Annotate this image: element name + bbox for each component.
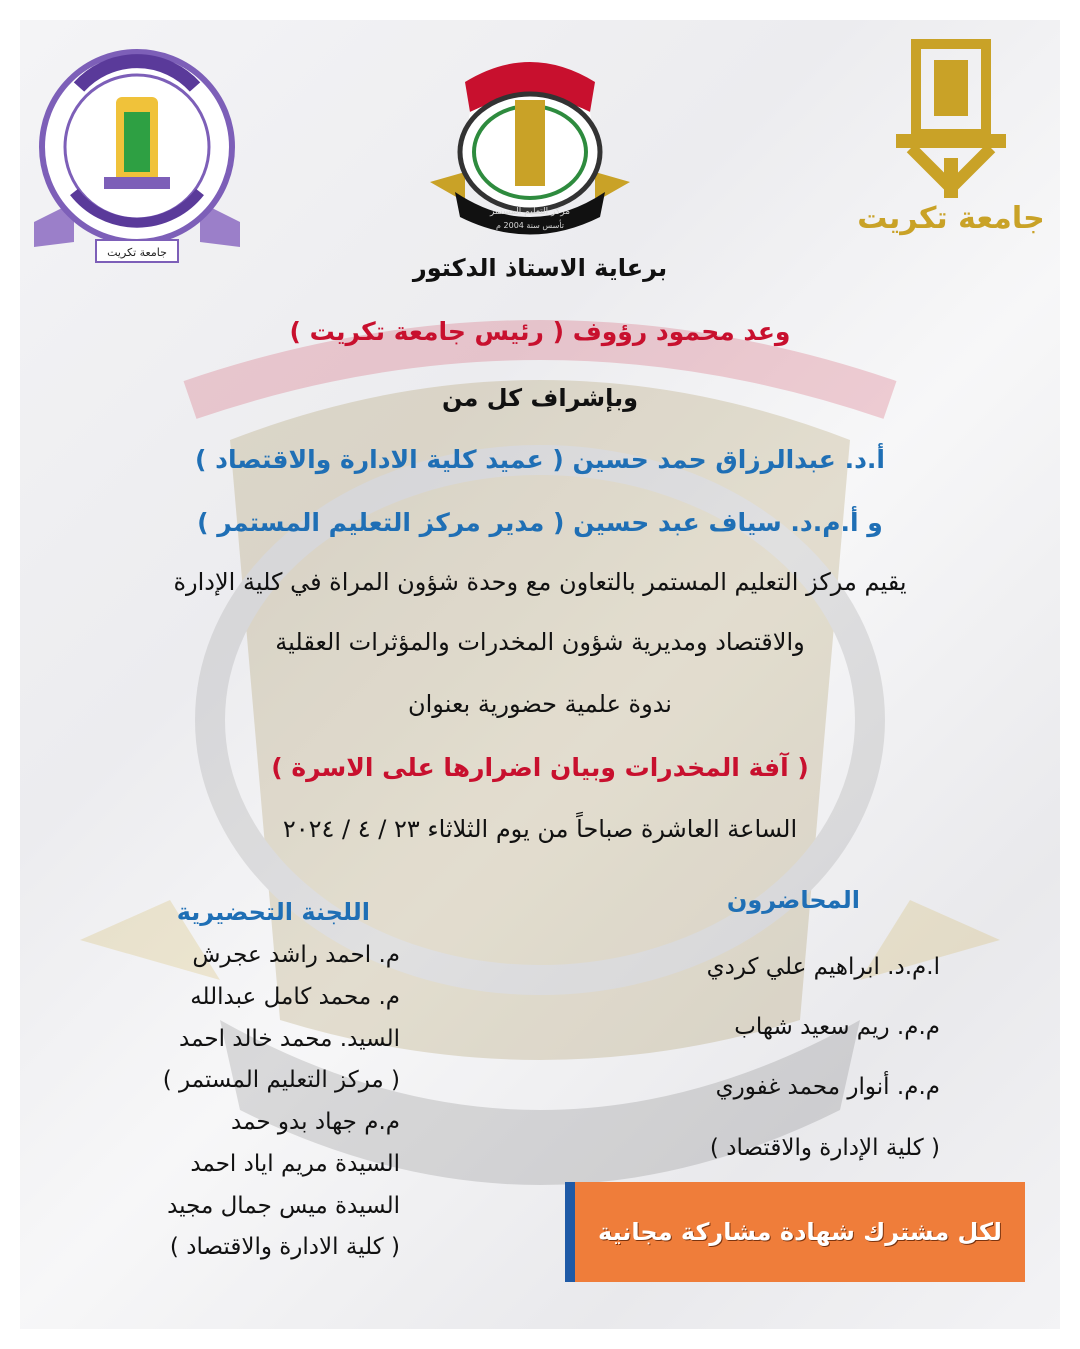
seminar-time: الساعة العاشرة صباحاً من يوم الثلاثاء ٢٣ / ٤ / ٢٠٢٤	[282, 815, 798, 843]
college-logo-banner: جامعة تكريت	[107, 246, 167, 259]
committee-member: السيدة مريم اياد احمد	[190, 1151, 400, 1177]
body-line-1: يقيم مركز التعليم المستمر بالتعاون مع وحدة شؤون المراة في كلية الإدارة	[173, 568, 907, 596]
committee-member: م. محمد كامل عبدالله	[190, 984, 400, 1010]
committee-member: م. احمد راشد عجرش	[192, 942, 400, 968]
lecturers-heading: المحاضرون	[726, 886, 860, 914]
center-logo-founded: تأسس سنة 2004 م	[496, 221, 564, 230]
college-logo-icon	[24, 42, 250, 274]
invitation-page	[20, 20, 1060, 1329]
lecturer-item: م.م. أنوار محمد غفوري	[715, 1074, 940, 1100]
committee-affiliation: ( كلية الادارة والاقتصاد )	[169, 1234, 400, 1260]
lecturer-item: م.م. ريم سعيد شهاب	[734, 1014, 940, 1040]
patronage-intro: برعاية الاستاذ الدكتور	[412, 254, 668, 282]
body-line-3: ندوة علمية حضورية بعنوان	[408, 690, 672, 718]
lecturer-affiliation: ( كلية الإدارة والاقتصاد )	[709, 1135, 940, 1161]
committee-member: السيدة ميس جمال مجيد	[167, 1193, 400, 1219]
committee-member: م.م جهاد بدو حمد	[231, 1109, 400, 1135]
seminar-title: ( آفة المخدرات وبيان اضرارها على الاسرة )	[271, 753, 809, 782]
patron-name: وعد محمود رؤوف ( رئيس جامعة تكريت )	[289, 317, 791, 346]
lecturer-item: ا.م.د. ابراهيم علي كردي	[706, 954, 940, 980]
committee-affiliation: ( مركز التعليم المستمر )	[162, 1067, 400, 1093]
center-logo-name: مركز التعليم المستمر	[489, 207, 571, 217]
supervisor-dean: أ.د. عبدالرزاق حمد حسين ( عميد كلية الادارة والاقتصاد )	[195, 445, 885, 474]
body-line-2: والاقتصاد ومديرية شؤون المخدرات والمؤثرات العقلية	[275, 628, 805, 656]
certificate-badge	[565, 1182, 1025, 1282]
supervisor-director: و أ.م.د. سياف عبد حسين ( مدير مركز التعليم المستمر )	[197, 508, 883, 537]
committee-heading: اللجنة التحضيرية	[176, 898, 370, 926]
university-logo-icon	[856, 38, 1046, 238]
committee-member: السيد. محمد خالد احمد	[179, 1026, 400, 1052]
center-logo-icon	[425, 42, 635, 242]
university-logo-caption: جامعة تكريت	[857, 201, 1045, 236]
supervision-intro: وبإشراف كل من	[441, 384, 639, 412]
certificate-badge-text: لكل مشترك شهادة مشاركة مجانية	[598, 1218, 1002, 1246]
